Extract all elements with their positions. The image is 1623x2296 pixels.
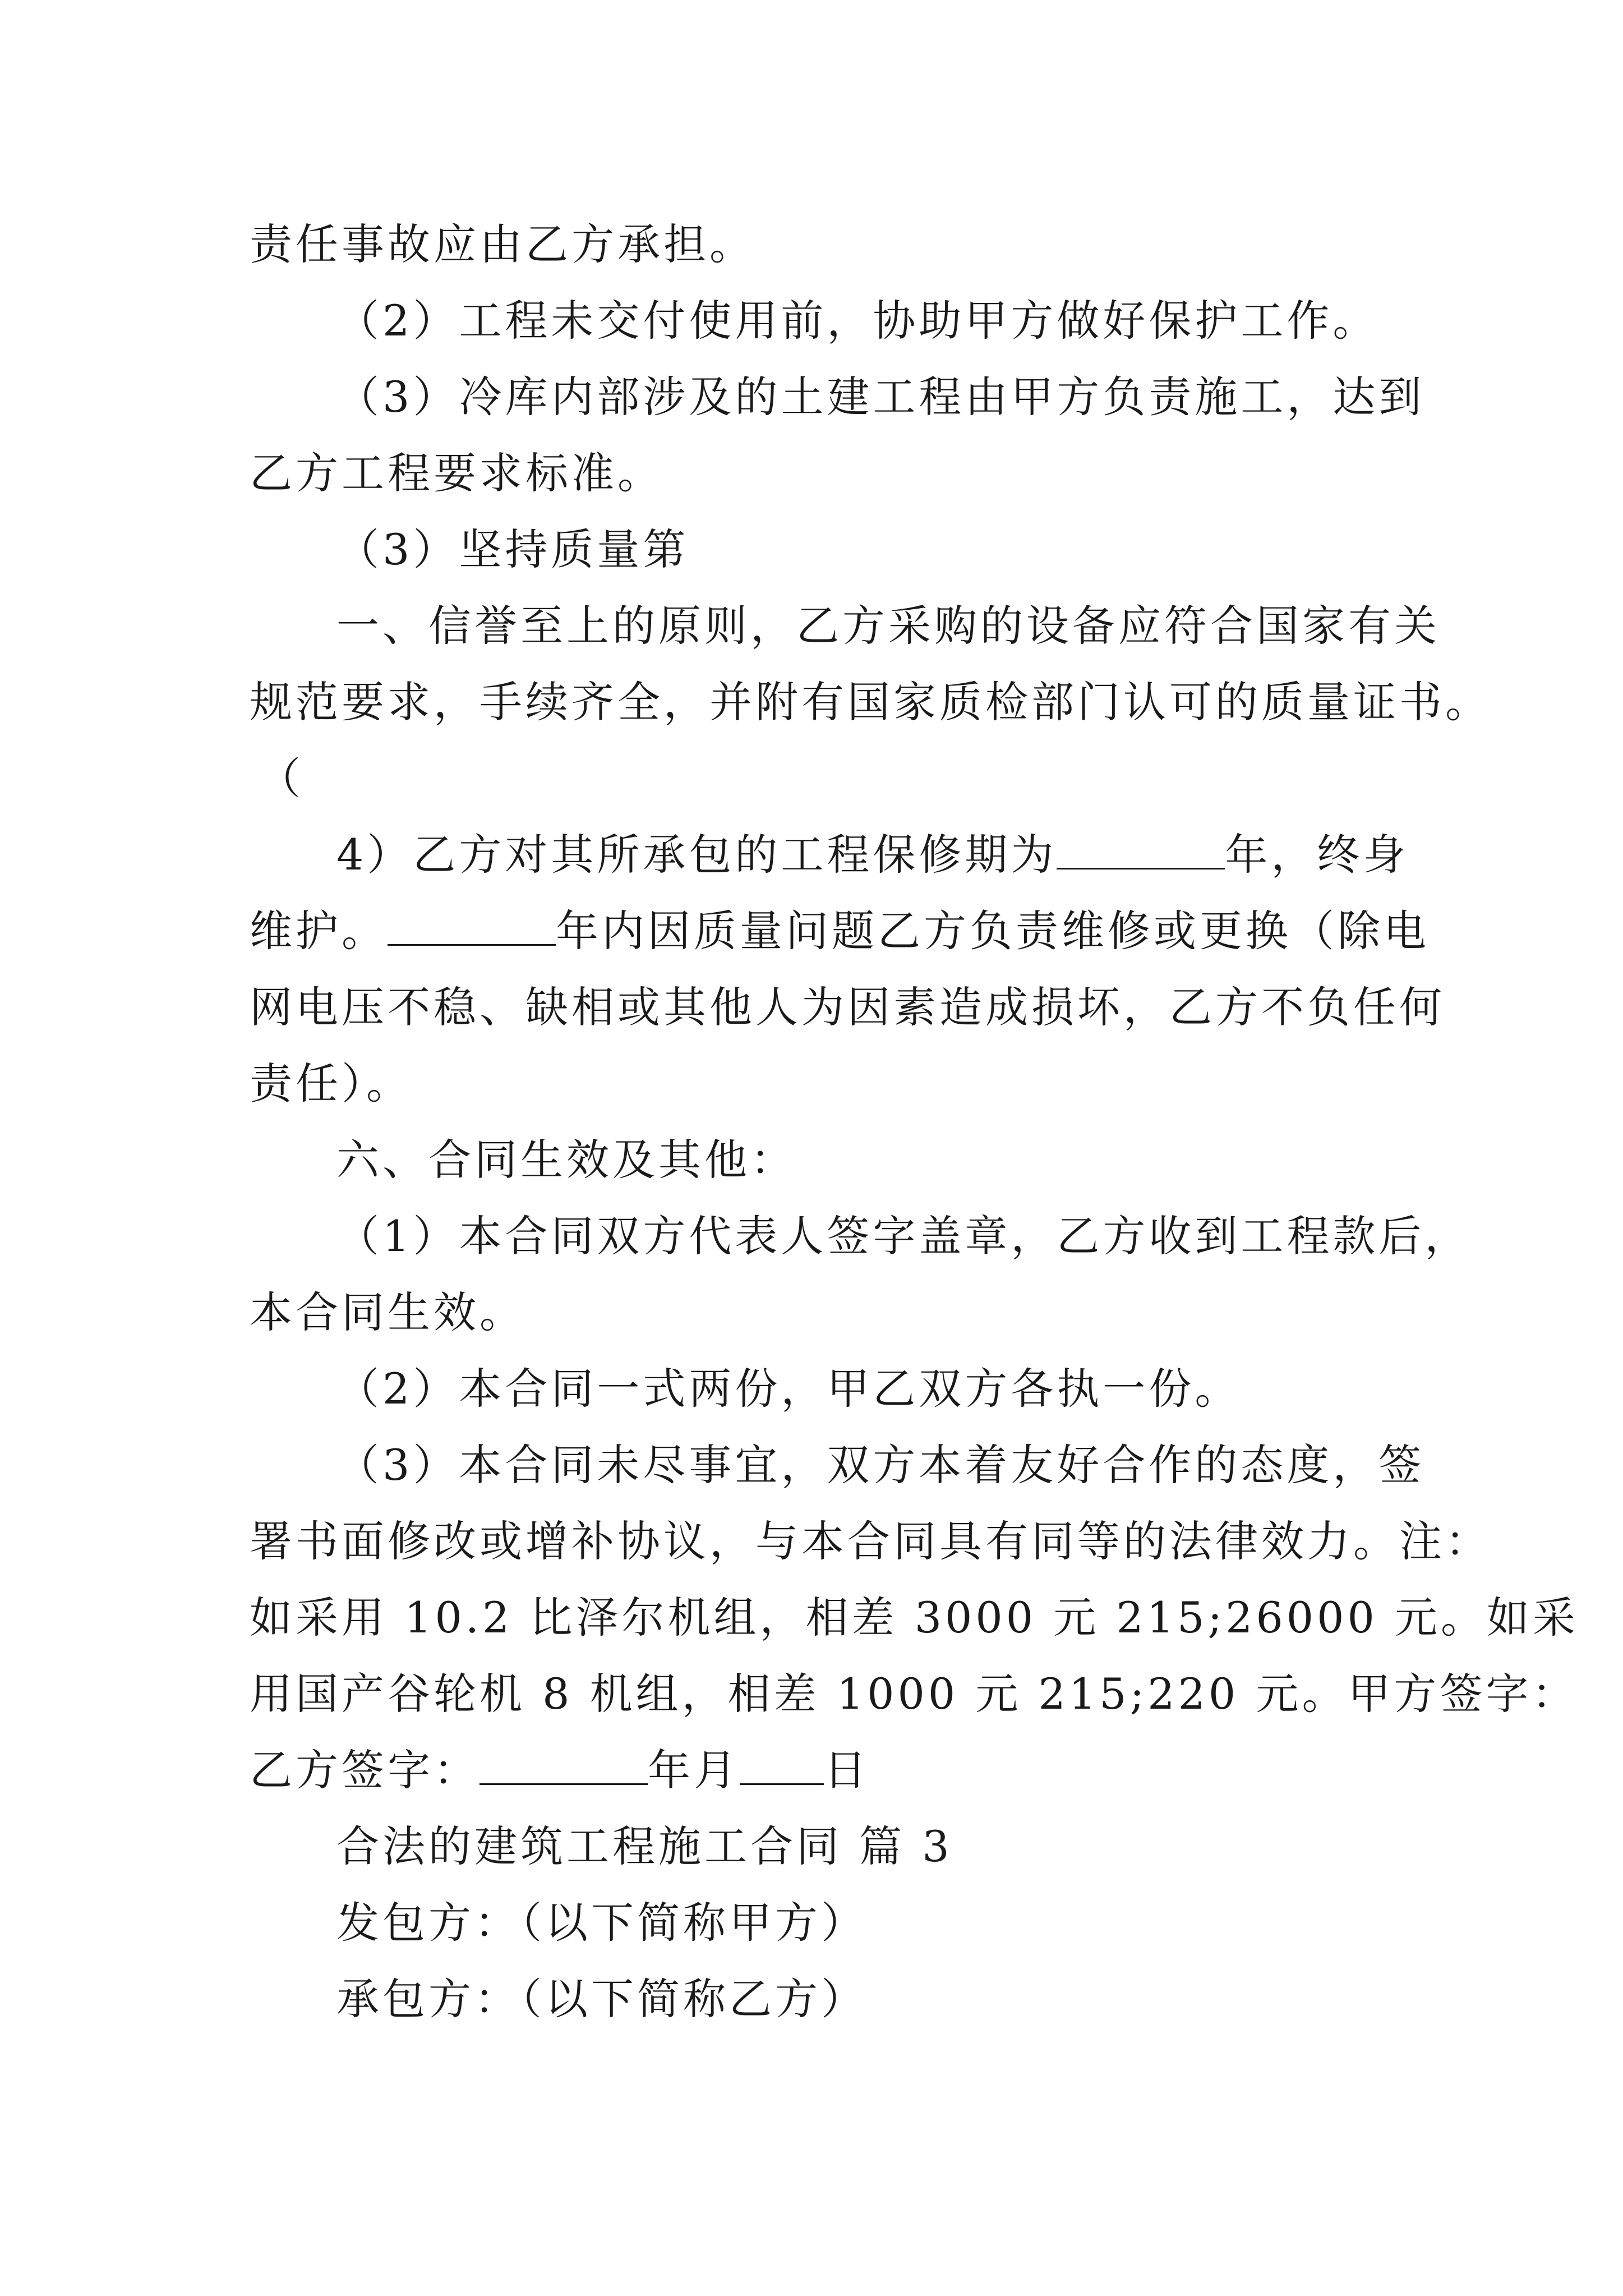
signature-line [250, 1742, 870, 1798]
paragraph-line [336, 369, 1424, 425]
text-run: 责任）。 [250, 1059, 412, 1108]
fill-in-blank [479, 1749, 648, 1785]
paragraph-line [336, 1437, 1424, 1493]
text-run: （1）本合同双方代表人签字盖章，乙方收到工程款后， [336, 1211, 1471, 1261]
text-run: （2）工程未交付使用前，协助甲方做好保护工作。 [336, 296, 1379, 346]
paragraph-line [250, 903, 1430, 959]
fill-in-blank [1057, 833, 1225, 869]
paragraph-line [258, 751, 304, 807]
text-run: 一、信誉至上的原则，乙方采购的设备应符合国家有关 [336, 601, 1440, 651]
text-run: 如采用 10.2 比泽尔机组，相差 3000 元 215;26000 元。如采 [250, 1593, 1579, 1642]
section-heading [336, 1132, 796, 1188]
text-run: （3）本合同未尽事宜，双方本着友好合作的态度，签 [336, 1440, 1425, 1490]
paragraph-line [336, 522, 689, 578]
party-line [336, 1895, 867, 1951]
text-run: 乙方工程要求标准。 [250, 448, 663, 498]
paragraph-line [250, 1666, 1578, 1722]
paragraph-line [250, 445, 663, 501]
fill-in-blank [388, 909, 556, 946]
paragraph-line [336, 598, 1440, 654]
paragraph-line [250, 1285, 525, 1341]
text-run: 承包方：（以下简称乙方） [336, 1974, 867, 2024]
text-run: 网电压不稳、缺相或其他人为因素造成损坏，乙方不负任何 [250, 982, 1445, 1032]
text-run: 年内因质量问题乙方负责维修或更换（除电 [556, 906, 1430, 956]
text-run: 规范要求，手续齐全，并附有国家质检部门认可的质量证书。 [250, 677, 1491, 727]
section-title [336, 1819, 953, 1875]
text-run: 本合同生效。 [250, 1287, 525, 1337]
paragraph-line [336, 1208, 1470, 1264]
text-run: 年，终身 [1225, 830, 1409, 880]
text-run: 用国产谷轮机 8 机组，相差 1000 元 215;220 元。甲方签字： [250, 1669, 1578, 1719]
text-run: 六、合同生效及其他： [336, 1135, 796, 1185]
paragraph-line [336, 293, 1378, 349]
paragraph-line [336, 827, 1409, 883]
text-run: 合法的建筑工程施工合同 篇 3 [336, 1821, 953, 1871]
paragraph-line [250, 979, 1445, 1036]
paragraph-line [250, 1590, 1579, 1646]
text-run: 发包方：（以下简称甲方） [336, 1898, 867, 1948]
paragraph-line [250, 674, 1491, 730]
text-run: （3）冷库内部涉及的土建工程由甲方负责施工，达到 [336, 372, 1425, 422]
text-run: 4）乙方对其所承包的工程保修期为 [336, 830, 1057, 880]
paragraph-line [250, 1513, 1491, 1570]
party-line [336, 1971, 867, 2027]
text-run: 署书面修改或增补协议，与本合同具有同等的法律效力。注： [250, 1516, 1491, 1566]
paragraph-line [336, 1361, 1241, 1417]
fill-in-blank [740, 1749, 824, 1785]
text-run: （2）本合同一式两份，甲乙双方各执一份。 [336, 1364, 1241, 1414]
text-run: 责任事故应由乙方承担。 [250, 219, 755, 269]
text-run: （3）坚持质量第 [336, 524, 689, 574]
text-run: 年月 [648, 1745, 740, 1795]
text-run: （ [258, 753, 304, 803]
text-run: 乙方签字： [250, 1745, 479, 1795]
paragraph-line [250, 217, 755, 273]
paragraph-line [250, 1056, 412, 1112]
text-run: 日 [824, 1745, 870, 1795]
text-run: 维护。 [250, 906, 388, 956]
